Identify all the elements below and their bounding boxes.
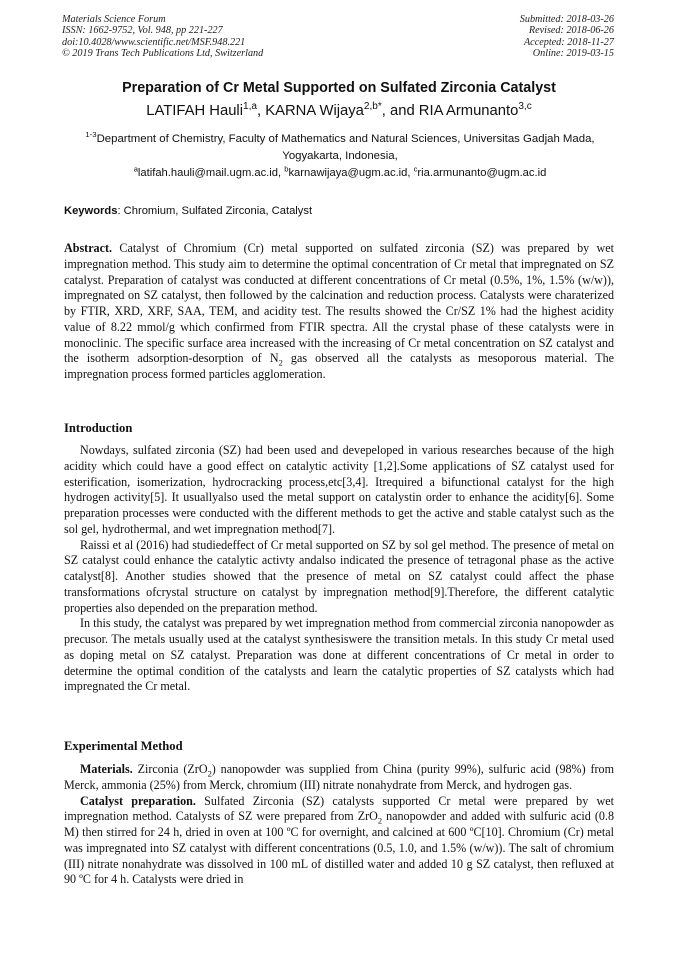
affiliation <box>64 131 616 164</box>
journal-info <box>62 14 263 59</box>
abstract-subscript: 2 <box>278 357 283 368</box>
paragraph-preparation <box>64 794 614 889</box>
paragraph: In this study, the catalyst was prepared by wet impregnation method from commercial zirconia nanopowder as precusor. The metals usually used at the catalyst synthesiswere the transition metals. In this study Cr metal used as doping metal on SZ catalyst. Preparation was done at different concentrations of Cr metal in order to determine the optimal condition of the catalysts and learn the catalytic properties of SZ catalysts which had impregnated the Cr metal. <box>64 616 614 694</box>
keywords <box>64 205 616 217</box>
experimental-body <box>64 762 614 888</box>
preparation-text-end: nanopowder and added with sulfuric acid (0.8 M) then stirred for 24 h, dried in oven at 100 ºC for overnight, and calcined at 600 ºC[10]. Chromium (Cr) metal was impregnated into SZ catalyst with different concentrations (0.5, 1.0, and 1.5% (w/w)). The salt of chromium (III) nitrate nonahydrate was dissolved in 100 mL of distilled water and added 10 g SZ catalyst, then refluxed at 90 ºC for 4 h. Catalysts were dried in <box>64 809 614 887</box>
keywords-text: : Chromium, Sulfated Zirconia, Catalyst <box>117 205 313 217</box>
email-b-marker: b <box>284 164 289 174</box>
affiliation-text: Department of Chemistry, Faculty of Mathematics and Natural Sciences, Universitas Gadjah Mada, Yogyakarta, Indonesia, <box>96 133 595 162</box>
email-a-marker: a <box>133 164 138 174</box>
preparation-text: Sulfated Zirconia (SZ) catalysts supported Cr metal were prepared by wet impregnation method. Catalysts of SZ were prepared from ZrO <box>64 793 614 824</box>
paragraph: Raissi et al (2016) had studiedeffect of Cr metal supported on SZ by sol gel method. The presence of metal on SZ catalyst could enhance the catalytic activty andalso indicated the presence of tetragonal phase as the active catalyst[8]. Another studies showed that the presence of metal on SZ catalyst could affect the phase transformations ofcrystal structure on catalyst by impregnation method[9].Therefore, the different catalytic properties also depended on the preparation method. <box>64 537 614 615</box>
doi-line: doi:10.4028/www.scientific.net/MSF.948.221 <box>62 36 246 48</box>
preparation-label: Catalyst preparation. <box>80 793 196 808</box>
abstract <box>64 241 614 383</box>
section-heading-introduction: Introduction <box>64 421 133 435</box>
author-2: , KARNA Wijaya <box>256 103 364 119</box>
email-c: ria.armunanto@ugm.ac.id <box>417 167 547 179</box>
affiliation-marker: 1-3 <box>85 130 97 140</box>
abstract-label: Abstract. <box>64 241 113 255</box>
journal-name: Materials Science Forum <box>62 14 166 25</box>
paper-title: Preparation of Cr Metal Supported on Sulfated Zirconia Catalyst <box>122 80 556 96</box>
author-3: , and RIA Armunanto <box>381 103 519 119</box>
materials-subscript: 2 <box>207 768 212 779</box>
accepted-date: Accepted: 2018-11-27 <box>523 36 614 48</box>
materials-text-end: ) nanopowder was supplied from China (purity 99%), sulfuric acid (98%) from Merck, ammonia (25%) from Merck, chromium (III) nitrate nonahydrate from Merck, and hydrogen gas. <box>64 762 614 792</box>
submitted-date: Submitted: 2018-03-26 <box>519 14 614 25</box>
section-heading-experimental: Experimental Method <box>64 739 183 753</box>
author-3-affil: 3,c <box>518 101 532 113</box>
publication-dates <box>520 14 614 59</box>
email-a: latifah.hauli@mail.ugm.ac.id, <box>137 167 285 179</box>
email-c-marker: c <box>413 164 418 174</box>
keywords-label: Keywords <box>64 205 118 217</box>
author-2-affil: 2,b* <box>363 101 382 113</box>
author-list <box>40 103 638 119</box>
issn-line: ISSN: 1662-9752, Vol. 948, pp 221-227 <box>62 25 223 37</box>
author-1: LATIFAH Hauli <box>146 103 244 119</box>
preparation-subscript: 2 <box>377 815 383 826</box>
online-date: Online: 2019-03-15 <box>532 47 614 59</box>
abstract-text-end: gas observed all the catalysts as mesoporous material. The impregnation process formed particles agglomeration. <box>64 351 614 381</box>
materials-label: Materials. <box>80 762 133 776</box>
revised-date: Revised: 2018-06-26 <box>528 25 614 37</box>
introduction-body <box>64 443 614 695</box>
paragraph: Nowdays, sulfated zirconia (SZ) had been used and devepeloped in various researches because of the high acidity which could have a good effect on catalytic activity [1,2].Some applications of SZ catalyst used for esterification, isomerization, hydrocracking process,etc[3,4]. Itrequired a bifunctional catalyst for the high hydrogen activity[5]. It usuallyalso used the metal support on catalystin order to enhance the acidity[6]. Some preparation processes were conducted with the different methods to get the active and stable catalyst such as the sol gel, hydrothermal, and wet impregnation method[7]. <box>64 443 614 536</box>
author-1-affil: 1,a <box>243 101 257 113</box>
copyright-line: © 2019 Trans Tech Publications Ltd, Switzerland <box>62 47 264 59</box>
author-emails <box>64 164 616 179</box>
abstract-text: Catalyst of Chromium (Cr) metal supported on sulfated zirconia (SZ) was prepared by wet impregnation method. This study aim to determine the optimal concentration of Cr metal that impregnated on SZ catalyst. Preparation of catalyst was conducted at different concentrations of Cr metal (0.5%, 1%, 1.5% (w/w)), impregnated on SZ catalyst, then followed by the calcination and reduction process. Catalysts were charaterized by FTIR, XRD, XRF, SAA, TEM, and acidity test. The results showed the Cr/SZ 1% had the highest acidity value of 8.22 mmol/g which confirmed from FTIR spectra. All the crystal phase of these catalysts were in monoclinic. The specific surface area increased with the increasing of Cr metal concentration on SZ catalyst and the isotherm adsorption-desorption of N <box>64 241 614 366</box>
email-b: karnawijaya@ugm.ac.id, <box>288 167 414 179</box>
materials-text: Zirconia (ZrO <box>132 762 208 776</box>
paragraph-materials <box>64 762 614 794</box>
